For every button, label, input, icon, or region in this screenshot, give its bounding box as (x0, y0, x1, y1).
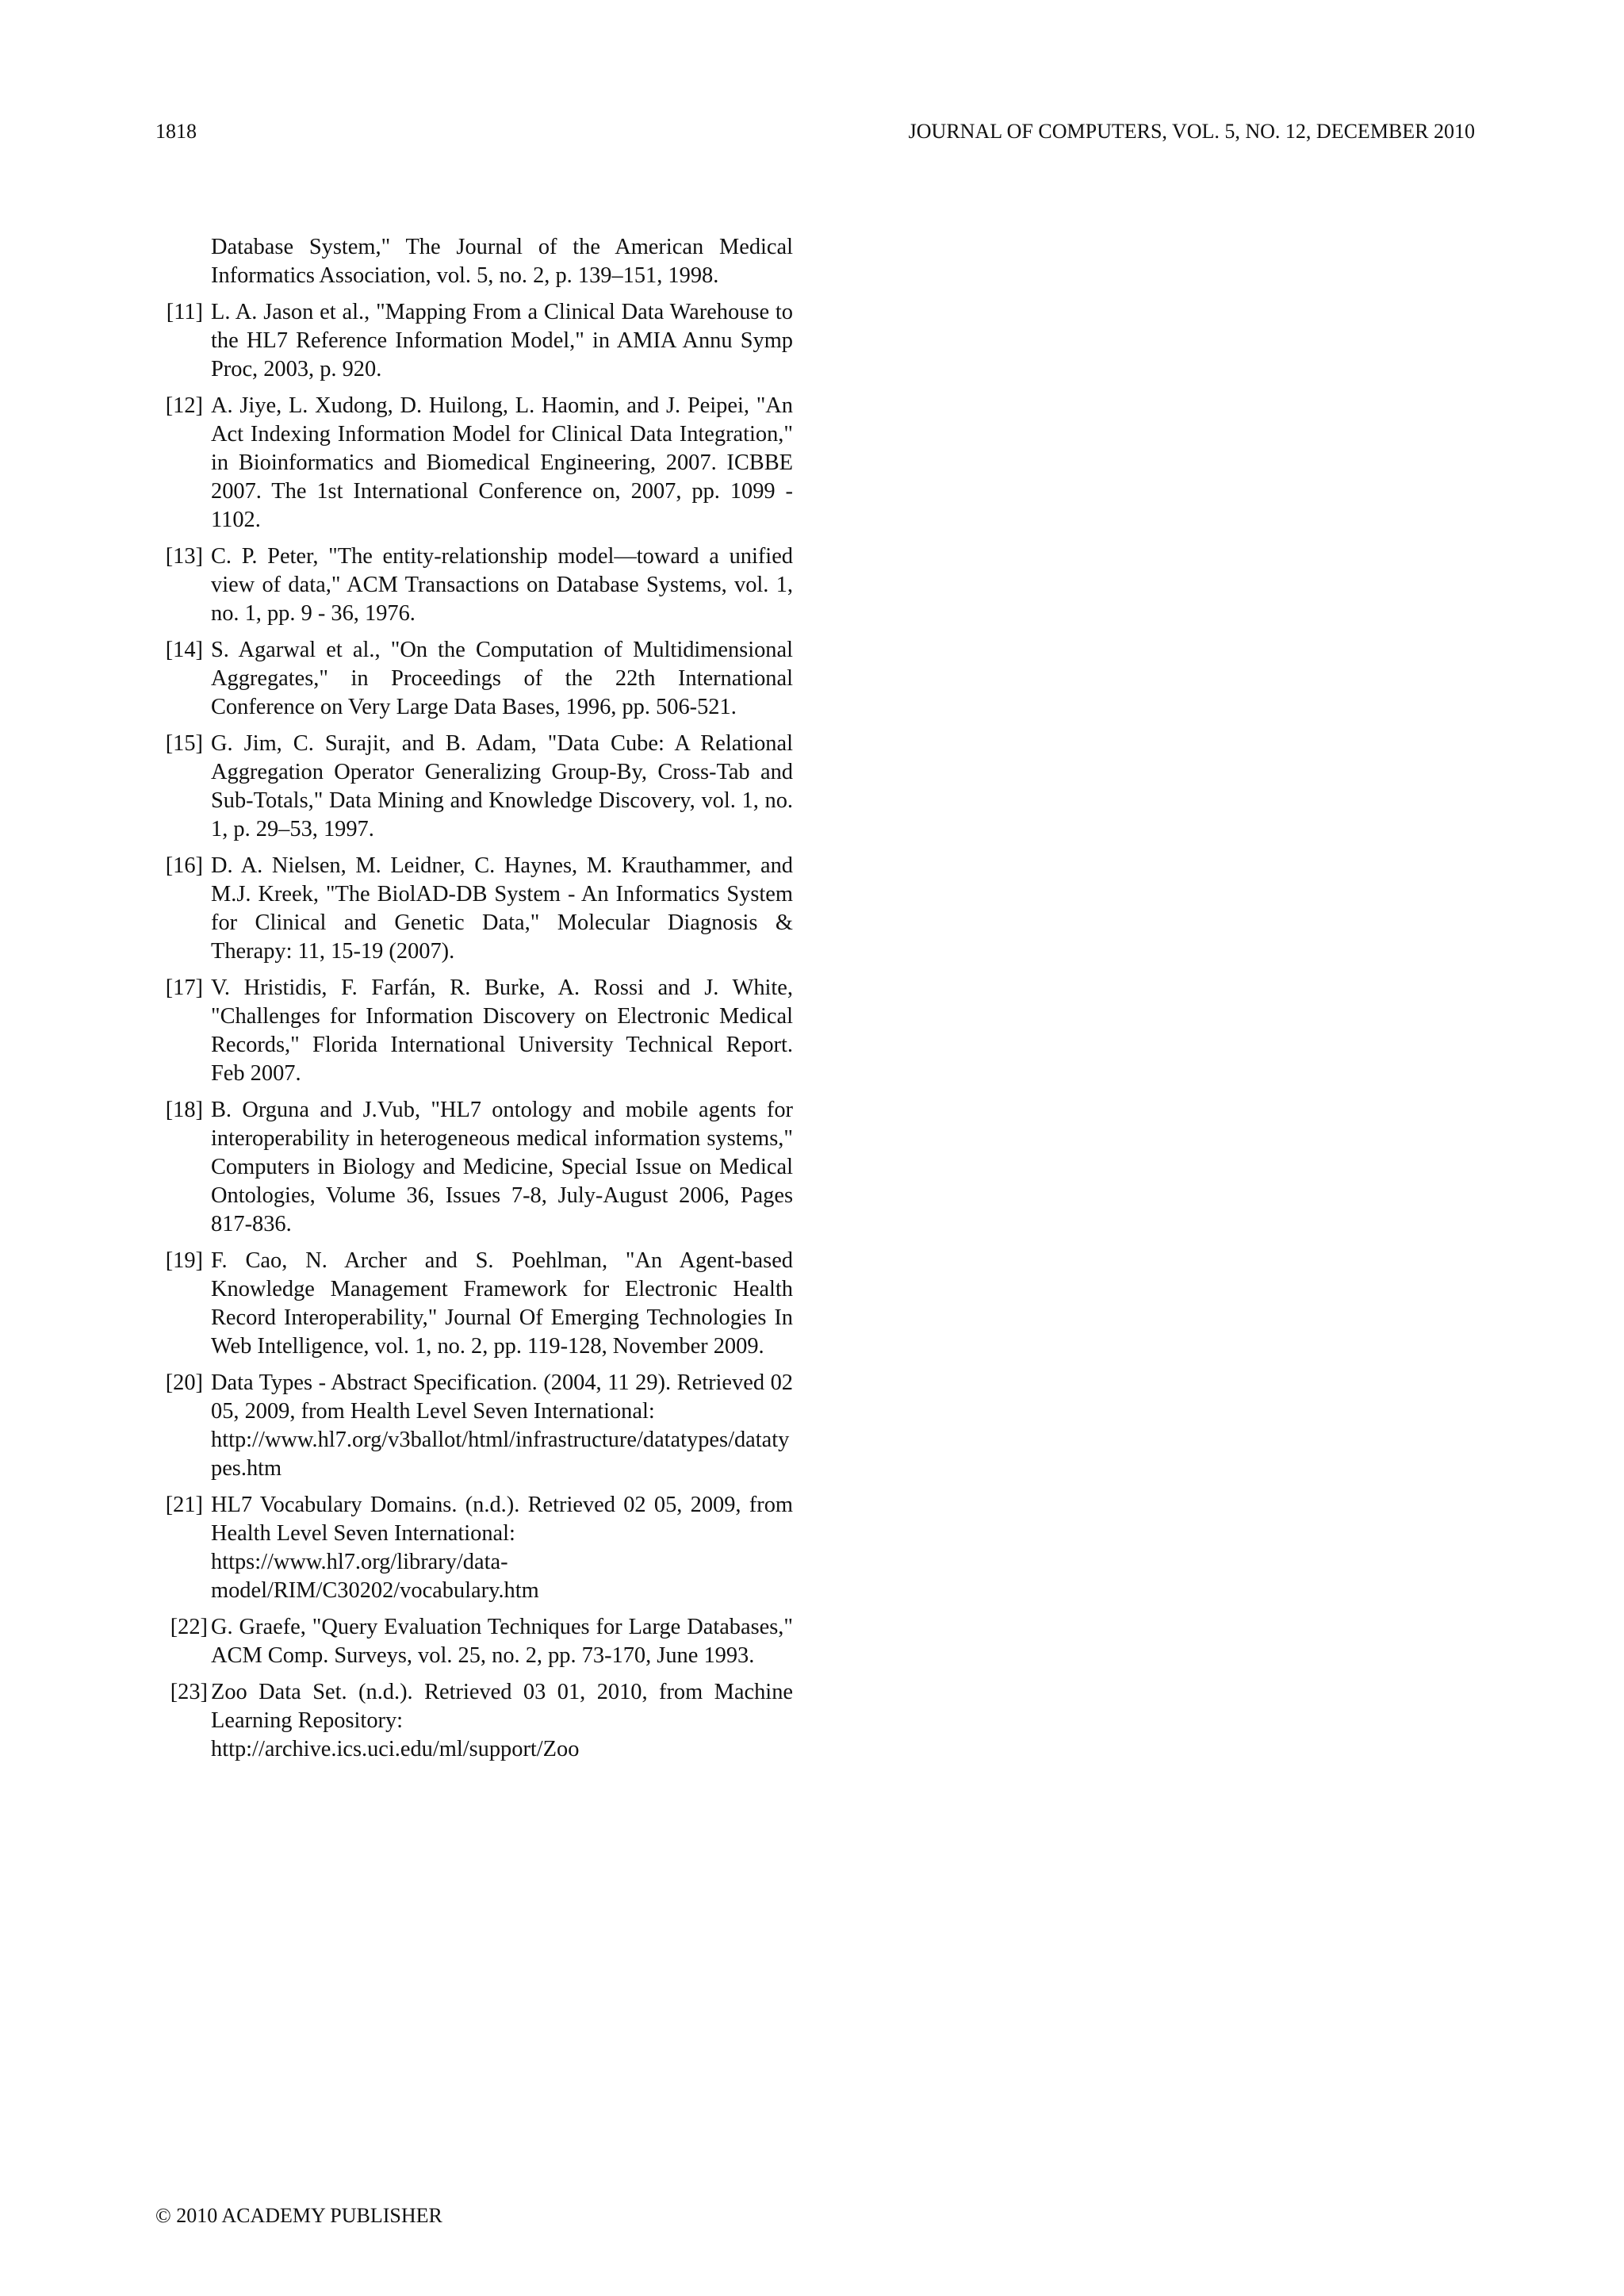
reference-url: http://archive.ics.uci.edu/ml/support/Zoo (211, 1737, 580, 1761)
reference-label: [12] (165, 393, 203, 418)
reference-text (211, 1491, 793, 1605)
reference-item (152, 852, 793, 966)
reference-url: https://www.hl7.org/library/data-model/RIM/C30202/vocabulary.htm (211, 1550, 539, 1603)
reference-citation: HL7 Vocabulary Domains. (n.d.). Retrieved 02 05, 2009, from Health Level Seven International: (211, 1493, 793, 1546)
reference-text (211, 1678, 793, 1764)
reference-label: [14] (165, 638, 203, 662)
copyright-footer: © 2010 ACADEMY PUBLISHER (155, 2204, 442, 2227)
reference-text: Database System," The Journal of the American Medical Informatics Association, vol. 5, no. 2, p. 139–151, 1998. (211, 235, 793, 288)
reference-text (211, 1369, 793, 1483)
page-header (155, 116, 1475, 148)
reference-text: D. A. Nielsen, M. Leidner, C. Haynes, M. Krauthammer, and M.J. Kreek, "The BiolAD-DB System - An Informatics System for Clinical and Genetic Data," Molecular Diagnosis & Therapy: 11, 15-19 (2007). (211, 853, 793, 964)
reference-item (152, 974, 793, 1088)
reference-item (152, 392, 793, 535)
reference-label: [15] (165, 731, 203, 756)
reference-text: L. A. Jason et al., "Mapping From a Clinical Data Warehouse to the HL7 Reference Information Model," in AMIA Annu Symp Proc, 2003, p. 920. (211, 300, 793, 381)
reference-item (152, 1096, 793, 1239)
reference-citation: Data Types - Abstract Specification. (2004, 11 29). Retrieved 02 05, 2009, from Health Level Seven International: (211, 1370, 793, 1424)
reference-label: [13] (165, 544, 203, 569)
reference-item (152, 1491, 793, 1605)
reference-text: V. Hristidis, F. Farfán, R. Burke, A. Rossi and J. White, "Challenges for Information Discovery on Electronic Medical Records," Florida International University Technical Report. Feb 2007. (211, 976, 793, 1086)
reference-list (152, 233, 793, 1772)
reference-citation: Zoo Data Set. (n.d.). Retrieved 03 01, 2010, from Machine Learning Repository: (211, 1680, 793, 1733)
reference-item (152, 542, 793, 628)
reference-label: [18] (165, 1098, 203, 1122)
reference-item (152, 298, 793, 384)
reference-label: [20] (165, 1370, 203, 1395)
reference-text: G. Jim, C. Surajit, and B. Adam, "Data Cube: A Relational Aggregation Operator Generalizing Group-By, Cross-Tab and Sub-Totals," Data Mining and Knowledge Discovery, vol. 1, no. 1, p. 29–53, 1997. (211, 731, 793, 841)
reference-text: B. Orguna and J.Vub, "HL7 ontology and mobile agents for interoperability in heterogeneous medical information systems," Computers in Biology and Medicine, Special Issue on Medical Ontologies, Volume 36, Issues 7-8, July-August 2006, Pages 817-836. (211, 1098, 793, 1236)
reference-item (152, 636, 793, 722)
reference-item (152, 233, 793, 290)
reference-text: F. Cao, N. Archer and S. Poehlman, "An Agent-based Knowledge Management Framework for Electronic Health Record Interoperability," Journal Of Emerging Technologies In Web Intelligence, vol. 1, no. 2, pp. 119-128, November 2009. (211, 1248, 793, 1359)
reference-item (152, 1247, 793, 1361)
reference-text: C. P. Peter, "The entity-relationship model—toward a unified view of data," ACM Transactions on Database Systems, vol. 1, no. 1, pp. 9 - 36, 1976. (211, 544, 793, 626)
reference-label: [23] (170, 1680, 208, 1704)
reference-text: G. Graefe, "Query Evaluation Techniques for Large Databases," ACM Comp. Surveys, vol. 25, no. 2, pp. 73-170, June 1993. (211, 1615, 793, 1668)
reference-item (152, 1678, 793, 1764)
reference-item (152, 1369, 793, 1483)
reference-label: [19] (165, 1248, 203, 1273)
reference-text: A. Jiye, L. Xudong, D. Huilong, L. Haomin, and J. Peipei, "An Act Indexing Information Model for Clinical Data Integration," in Bioinformatics and Biomedical Engineering, 2007. ICBBE 2007. The 1st International Conference on, 2007, pp. 1099 - 1102. (211, 393, 793, 532)
reference-label: [21] (165, 1493, 203, 1517)
reference-url: http://www.hl7.org/v3ballot/html/infrastructure/datatypes/datatypes.htm (211, 1428, 790, 1481)
running-head: JOURNAL OF COMPUTERS, VOL. 5, NO. 12, DECEMBER 2010 (908, 120, 1475, 143)
reference-label: [17] (165, 976, 203, 1000)
page-number: 1818 (155, 120, 197, 143)
reference-label (152, 233, 211, 290)
reference-label: [11] (166, 300, 203, 324)
reference-item (152, 730, 793, 844)
reference-label: [16] (165, 853, 203, 878)
reference-label: [22] (170, 1615, 208, 1639)
reference-item (152, 1613, 793, 1670)
reference-text: S. Agarwal et al., "On the Computation of Multidimensional Aggregates," in Proceedings of the 22th International Conference on Very Large Data Bases, 1996, pp. 506-521. (211, 638, 793, 719)
